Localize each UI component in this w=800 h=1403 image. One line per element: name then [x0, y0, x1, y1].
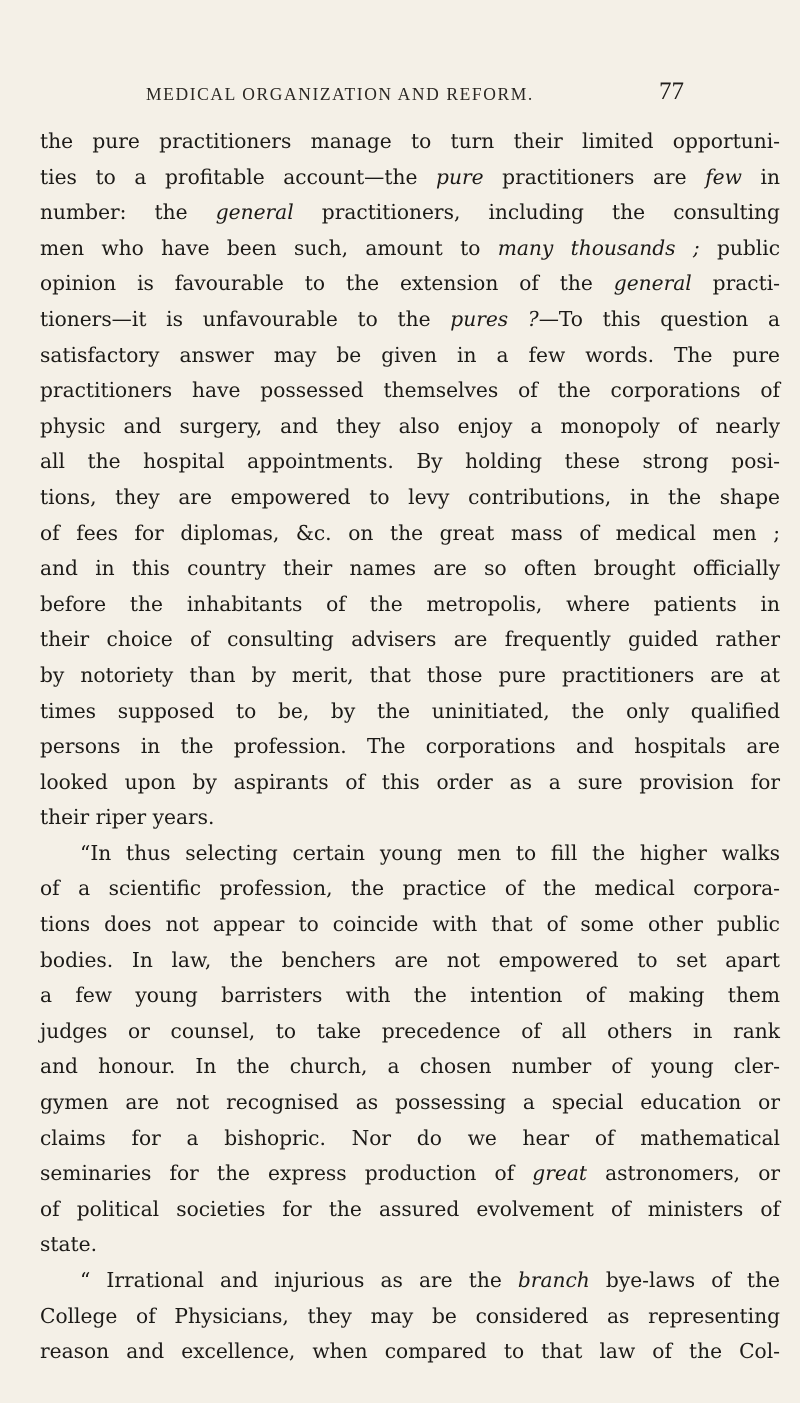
italic-text: general: [215, 200, 294, 225]
text-line: [40, 409, 780, 445]
text-line: [40, 302, 780, 338]
text-run: “In thus selecting certain young men to fill the higher walks: [80, 840, 780, 865]
text-run: reason and excellence, when compared to that law of the Col-: [40, 1339, 780, 1364]
page-number: 77: [659, 78, 684, 105]
text-run: bye-laws of the: [589, 1268, 780, 1292]
text-line: [40, 978, 780, 1014]
text-run: persons in the profession. The corporations and hospitals are: [40, 734, 780, 759]
text-run: seminaries for the express production of: [40, 1161, 533, 1186]
text-run: practitioners are: [483, 164, 706, 189]
text-line: [40, 1156, 780, 1192]
text-run: gymen are not recognised as possessing a special education or: [40, 1090, 780, 1115]
text-line: [40, 658, 780, 694]
text-line: [40, 1299, 780, 1335]
text-run: bodies. In law, the benchers are not empowered to set apart: [40, 947, 780, 972]
text-run: their riper years.: [40, 805, 215, 830]
text-line: [40, 587, 780, 623]
text-line: [40, 765, 780, 801]
text-run: “ Irrational and injurious as are the: [80, 1268, 518, 1292]
text-run: astronomers, or: [586, 1161, 780, 1186]
text-line: [40, 729, 780, 765]
text-run: tioners—it is unfavourable to the: [40, 306, 451, 331]
text-line: [40, 551, 780, 587]
text-run: public: [699, 235, 781, 260]
text-run: a few young barristers with the intention of making them: [40, 983, 780, 1008]
italic-text: great: [532, 1161, 587, 1186]
text-run: practi-: [691, 271, 780, 296]
text-run: College of Physicians, they may be considered as representing: [40, 1303, 780, 1328]
text-line: [40, 1014, 780, 1050]
text-line: [40, 516, 780, 552]
text-line: [40, 1263, 780, 1299]
text-run: number: the: [40, 200, 216, 225]
running-title: MEDICAL ORGANIZATION AND REFORM.: [146, 84, 534, 104]
text-line: [40, 160, 780, 196]
text-run: satisfactory answer may be given in a few words. The pure: [40, 342, 780, 367]
text-run: their choice of consulting advisers are frequently guided rather: [40, 627, 780, 652]
text-line: [40, 836, 780, 872]
text-line: [40, 800, 780, 836]
text-run: of fees for diplomas, &c. on the great mass of medical men ;: [40, 520, 780, 545]
text-line: [40, 373, 780, 409]
text-run: tions does not appear to coincide with that of some other public: [40, 912, 780, 937]
text-run: before the inhabitants of the metropolis, where patients in: [40, 591, 780, 616]
text-run: by notoriety than by merit, that those pure practitioners are at: [40, 662, 780, 687]
text-run: physic and surgery, and they also enjoy a monopoly of nearly: [40, 413, 780, 438]
italic-text: branch: [517, 1268, 590, 1292]
text-run: and honour. In the church, a chosen number of young cler-: [40, 1054, 780, 1079]
text-run: tions, they are empowered to levy contributions, in the shape: [40, 484, 780, 509]
text-line: [40, 444, 780, 480]
text-line: [40, 694, 780, 730]
running-head: [0, 78, 800, 108]
text-line: [40, 338, 780, 374]
text-run: men who have been such, amount to: [40, 235, 498, 260]
text-line: [40, 124, 780, 160]
text-line: [40, 1192, 780, 1228]
text-line: [40, 871, 780, 907]
text-line: [40, 266, 780, 302]
text-line: [40, 1085, 780, 1121]
italic-text: many thousands ;: [497, 235, 700, 260]
text-run: times supposed to be, by the uninitiated, the only qualified: [40, 698, 780, 723]
italic-text: few: [705, 164, 742, 189]
text-run: of political societies for the assured evolvement of ministers of: [40, 1196, 780, 1221]
text-run: —To this question a: [538, 306, 781, 331]
text-line: [40, 480, 780, 516]
text-line: [40, 231, 780, 267]
italic-text: general: [613, 271, 692, 296]
text-line: [40, 1227, 780, 1263]
text-run: claims for a bishopric. Nor do we hear of mathematical: [40, 1125, 780, 1150]
text-run: practitioners, including the consulting: [293, 200, 780, 225]
italic-text: pures ?: [450, 306, 539, 331]
text-run: ties to a profitable account—the: [40, 164, 437, 189]
text-run: of a scientific profession, the practice of the medical corpora-: [40, 876, 780, 901]
text-line: [40, 1121, 780, 1157]
text-line: [40, 907, 780, 943]
text-line: [40, 622, 780, 658]
text-line: [40, 195, 780, 231]
text-run: the pure practitioners manage to turn their limited opportuni-: [40, 129, 780, 153]
text-run: practitioners have possessed themselves of the corporations of: [40, 378, 780, 403]
text-run: and in this country their names are so often brought officially: [40, 556, 780, 581]
text-run: state.: [40, 1232, 97, 1257]
text-line: [40, 943, 780, 979]
text-run: looked upon by aspirants of this order as a sure provision for: [40, 769, 780, 794]
text-run: all the hospital appointments. By holding these strong posi-: [40, 449, 780, 474]
italic-text: pure: [436, 164, 484, 189]
body-text: [40, 124, 780, 1370]
text-line: [40, 1334, 780, 1370]
text-run: judges or counsel, to take precedence of all others in rank: [40, 1018, 780, 1043]
text-line: [40, 1049, 780, 1085]
text-run: opinion is favourable to the extension of the: [40, 271, 614, 296]
text-run: in: [741, 164, 780, 189]
